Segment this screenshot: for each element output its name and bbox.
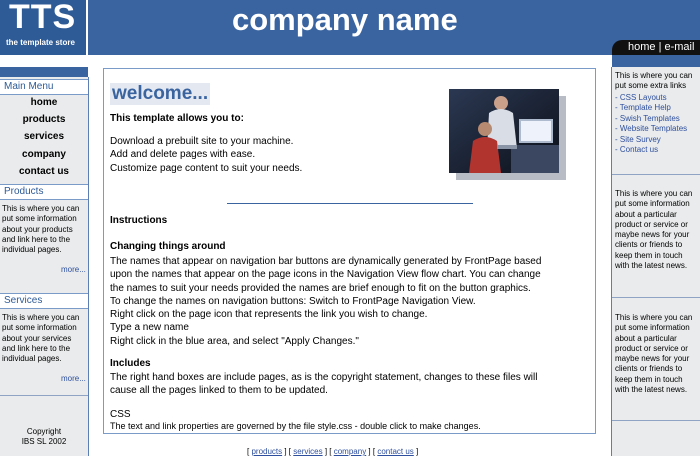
text-line: The names that appear on navigation bar buttons are dynamically generated by FrontPage based [110, 256, 542, 267]
services-text: This is where you can put some information about your services and link here to the individual pages. [2, 313, 80, 364]
products-more-link[interactable]: more... [61, 265, 86, 274]
footer-bracket: ] [413, 447, 419, 456]
includes-heading: Includes [110, 358, 151, 369]
menu-item-products[interactable]: products [22, 114, 66, 125]
products-text: This is where you can put some information about your products and link here to the individual pages. [2, 204, 80, 255]
instructions-heading: Instructions [110, 215, 168, 226]
news-box-2: This is where you can put some information about a particular product or service or maybe news for your clients or friends to keep them in touch with the latest news. [615, 313, 693, 395]
office-photo [449, 89, 559, 173]
feature-item: Customize page content to suit your needs. [110, 162, 303, 174]
right-divider-2 [612, 297, 700, 298]
menu-item-contact[interactable]: contact us [18, 166, 69, 177]
text-line: Right click in the blue area, and select "Apply Changes." [110, 335, 359, 347]
site-title: company name [232, 2, 458, 37]
products-header [0, 184, 88, 200]
menu-item-services[interactable]: services [23, 131, 65, 142]
text-line: To change the names on navigation buttons: Switch to FrontPage Navigation View. [110, 295, 476, 307]
footer-link-services[interactable]: services [293, 447, 323, 456]
footer-link-products[interactable]: products [251, 447, 283, 456]
left-band [0, 67, 88, 77]
copyright-line-2: IBS SL 2002 [21, 437, 67, 446]
left-divider [0, 395, 88, 396]
text-line: Right click on the page icon that represents the link you wish to change. [110, 309, 428, 321]
feature-list [110, 135, 302, 175]
footer-separator: ] [ [322, 447, 334, 456]
link-swish-templates[interactable]: - Swish Templates [615, 113, 680, 123]
right-divider-1 [612, 174, 700, 175]
footer-separator: ] [ [366, 447, 378, 456]
feature-item: Download a prebuilt site to your machine. [110, 136, 294, 147]
logo[interactable] [0, 0, 88, 55]
link-css-layouts[interactable]: - CSS Layouts [615, 93, 667, 102]
css-heading: CSS [110, 409, 131, 420]
feature-item: Add and delete pages with ease. [110, 149, 256, 161]
services-title: Services [4, 295, 43, 306]
main-menu-title: Main Menu [4, 81, 54, 92]
text-line: upon the names that appear on the page icons in the Navigation View flow chart. You can change [110, 269, 541, 281]
copyright-line-1: Copyright [26, 427, 62, 436]
left-sidebar [0, 77, 89, 456]
services-header [0, 293, 88, 309]
logo-text: TTS [9, 0, 77, 36]
right-band [612, 55, 700, 67]
css-text: The text and link properties are governed by the file style.css - double click to make changes. [110, 421, 481, 431]
top-links-bar [612, 40, 700, 55]
menu-item-home[interactable]: home [30, 97, 58, 108]
changing-text [110, 255, 541, 348]
main-content [103, 68, 596, 434]
footer-link-contact[interactable]: contact us [377, 447, 414, 456]
includes-text [110, 371, 537, 398]
footer-separator: ] [ [282, 447, 294, 456]
footer-bracket: [ [247, 447, 252, 456]
right-sidebar [611, 67, 700, 456]
changing-heading: Changing things around [110, 241, 226, 252]
extra-links-intro: This is where you can put some extra links [615, 71, 693, 91]
footer-links [247, 447, 418, 456]
text-line: the names to suit your needs provided the names are brief enough to fit on the button graphics. [110, 282, 531, 294]
services-more-link[interactable]: more... [61, 374, 86, 383]
extra-links-list [615, 93, 699, 155]
text-line: cause all the pages linked to them to be updated. [110, 385, 328, 397]
text-line: Type a new name [110, 322, 189, 334]
link-contact-us[interactable]: - Contact us [615, 145, 659, 155]
link-site-survey[interactable]: - Site Survey [615, 134, 661, 144]
welcome-heading: welcome... [112, 83, 209, 104]
logo-tagline: the template store [6, 38, 75, 47]
menu-item-company[interactable]: company [22, 149, 66, 160]
footer-link-company[interactable]: company [333, 447, 367, 456]
link-template-help[interactable]: - Template Help [615, 103, 671, 113]
products-title: Products [4, 186, 44, 197]
header [0, 0, 700, 55]
top-links[interactable]: home | e-mail [628, 41, 695, 53]
right-divider-3 [612, 420, 700, 421]
main-menu-header [0, 79, 88, 95]
link-website-templates[interactable]: - Website Templates [615, 124, 688, 134]
divider [227, 203, 473, 204]
text-line: The right hand boxes are include pages, as is the copyright statement, changes to these files will [110, 372, 538, 383]
allows-heading: This template allows you to: [110, 113, 244, 124]
news-box-1: This is where you can put some information about a particular product or service or maybe news for your clients or friends to keep them in touch with the latest news. [615, 189, 693, 271]
